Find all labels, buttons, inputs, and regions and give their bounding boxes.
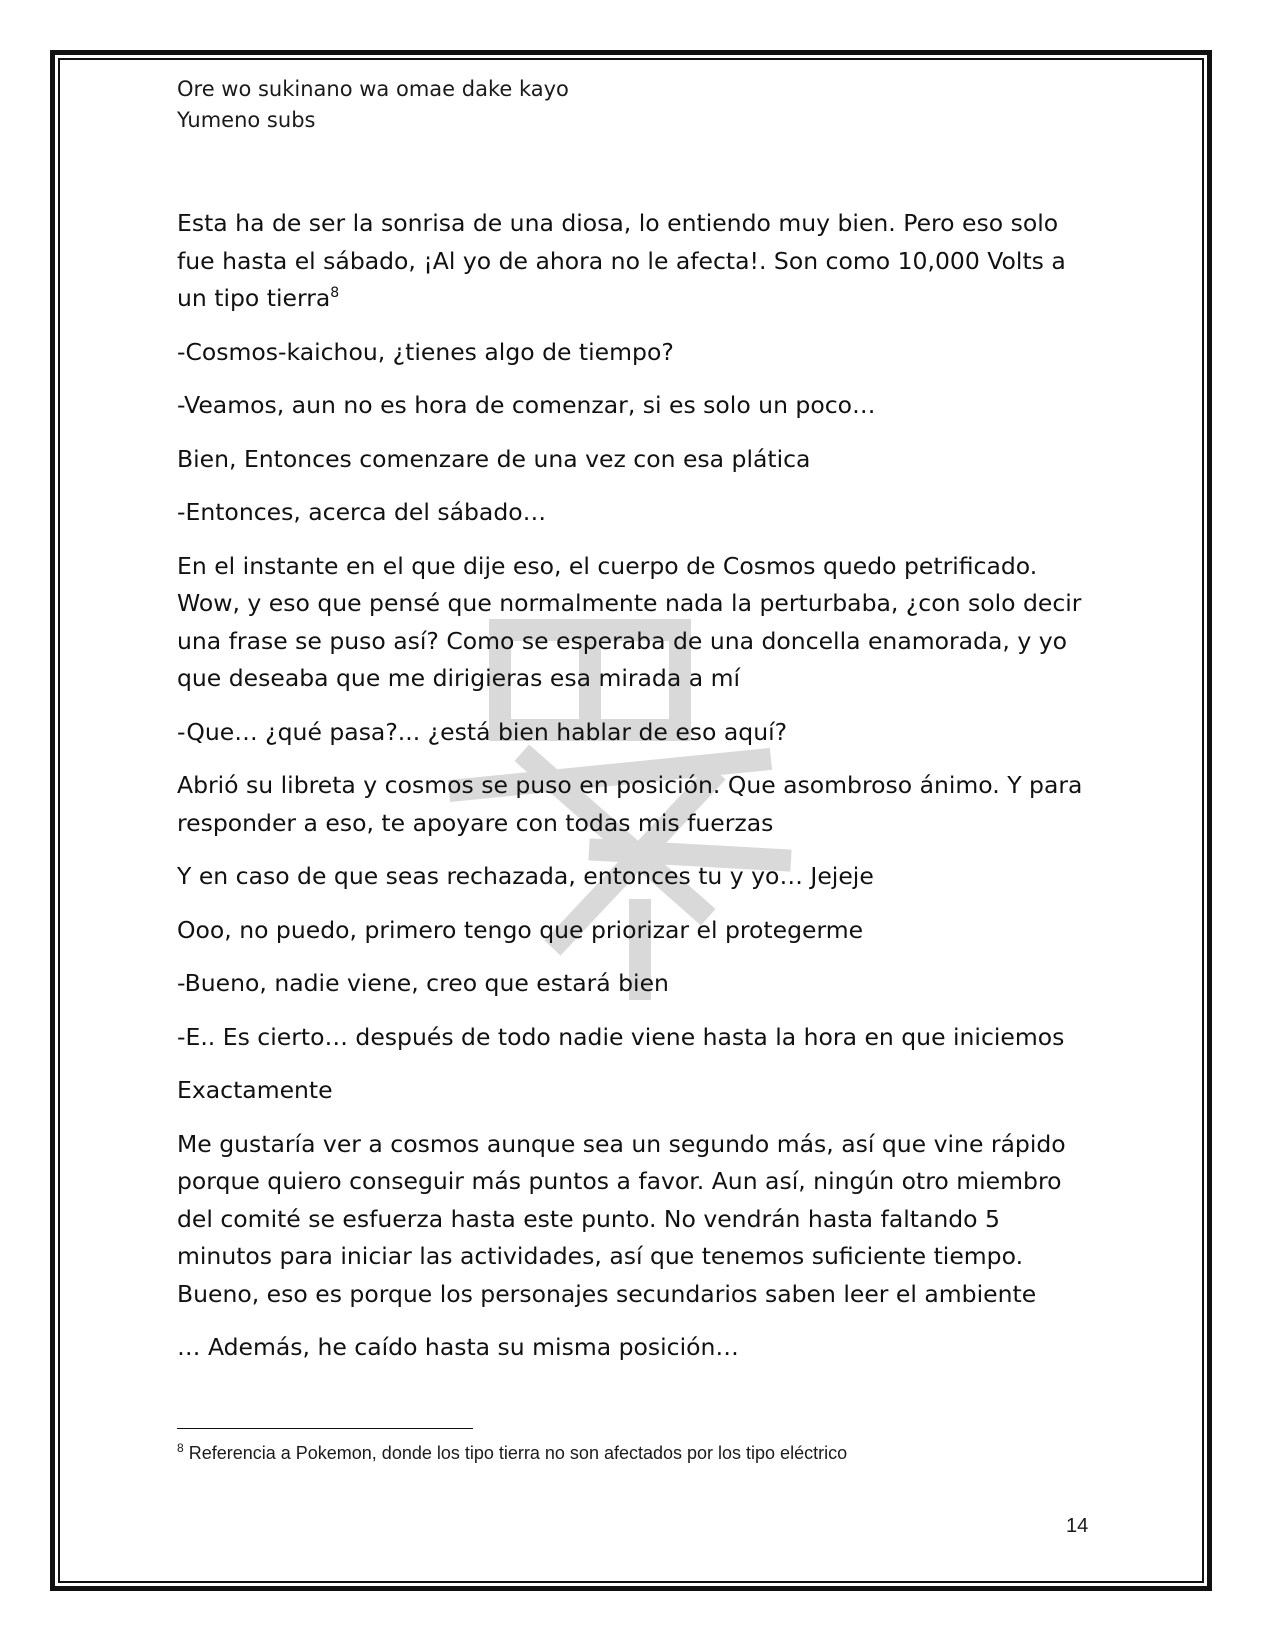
paragraph: -Veamos, aun no es hora de comenzar, si es solo un poco… xyxy=(177,391,876,419)
page-header xyxy=(177,74,569,136)
header-title: Ore wo sukinano wa omae dake kayo xyxy=(177,77,569,101)
paragraph: -Bueno, nadie viene, creo que estará bien xyxy=(177,969,669,997)
body-text xyxy=(177,205,1097,1383)
paragraph: Bien, Entonces comenzare de una vez con esa plática xyxy=(177,444,811,473)
paragraph: En el instante en el que dije eso, el cuerpo de Cosmos quedo petrificado. Wow, y eso que pensé que normalmente nada la perturbaba, ¿con solo decir una frase se puso así? Como se esperaba de una doncella enamorada, y yo que deseaba que me dirigieras esa mirada a mí xyxy=(177,551,1082,692)
paragraph: -Que… ¿qué pasa?... ¿está bien hablar de eso aquí? xyxy=(177,717,788,746)
footnote xyxy=(177,1441,1077,1465)
footnote-marker: 8 xyxy=(177,1441,184,1455)
footnote-separator xyxy=(177,1428,473,1429)
paragraph: -E.. Es cierto… después de todo nadie viene hasta la hora en que iniciemos xyxy=(177,1022,1065,1051)
paragraph: … Además, he caído hasta su misma posición… xyxy=(177,1333,739,1361)
paragraph: Me gustaría ver a cosmos aunque sea un segundo más, así que vine rápido porque quiero conseguir más puntos a favor. Aun así, ningún otro miembro del comité se esfuerza hasta este punto. No vendrán hasta faltando 5 minutos para iniciar las actividades, así que tenemos suficiente tiempo. Bueno, eso es porque los personajes secundarios saben leer el ambiente xyxy=(177,1129,1066,1308)
paragraph: -Entonces, acerca del sábado… xyxy=(177,498,547,526)
page-number: 14 xyxy=(1066,1515,1089,1537)
header-subtitle: Yumeno subs xyxy=(177,108,316,132)
footnote-reference[interactable]: 8 xyxy=(330,285,340,302)
paragraph: Ooo, no puedo, primero tengo que priorizar el protegerme xyxy=(177,915,864,944)
paragraph: Y en caso de que seas rechazada, entonces tu y yo… Jejeje xyxy=(177,862,874,890)
paragraph: Abrió su libreta y cosmos se puso en posición. Que asombroso ánimo. Y para responder a eso, te apoyare con todas mis fuerzas xyxy=(177,771,1083,837)
paragraph: Exactamente xyxy=(177,1076,333,1104)
footnote-text: Referencia a Pokemon, donde los tipo tierra no son afectados por los tipo eléctrico xyxy=(188,1443,848,1463)
paragraph: -Cosmos-kaichou, ¿tienes algo de tiempo? xyxy=(177,337,674,366)
paragraph: Esta ha de ser la sonrisa de una diosa, lo entiendo muy bien. Pero eso solo fue hasta el sábado, ¡Al yo de ahora no le afecta!. Son como 10,000 Volts a un tipo tierra$^8$ xyxy=(177,209,1066,312)
